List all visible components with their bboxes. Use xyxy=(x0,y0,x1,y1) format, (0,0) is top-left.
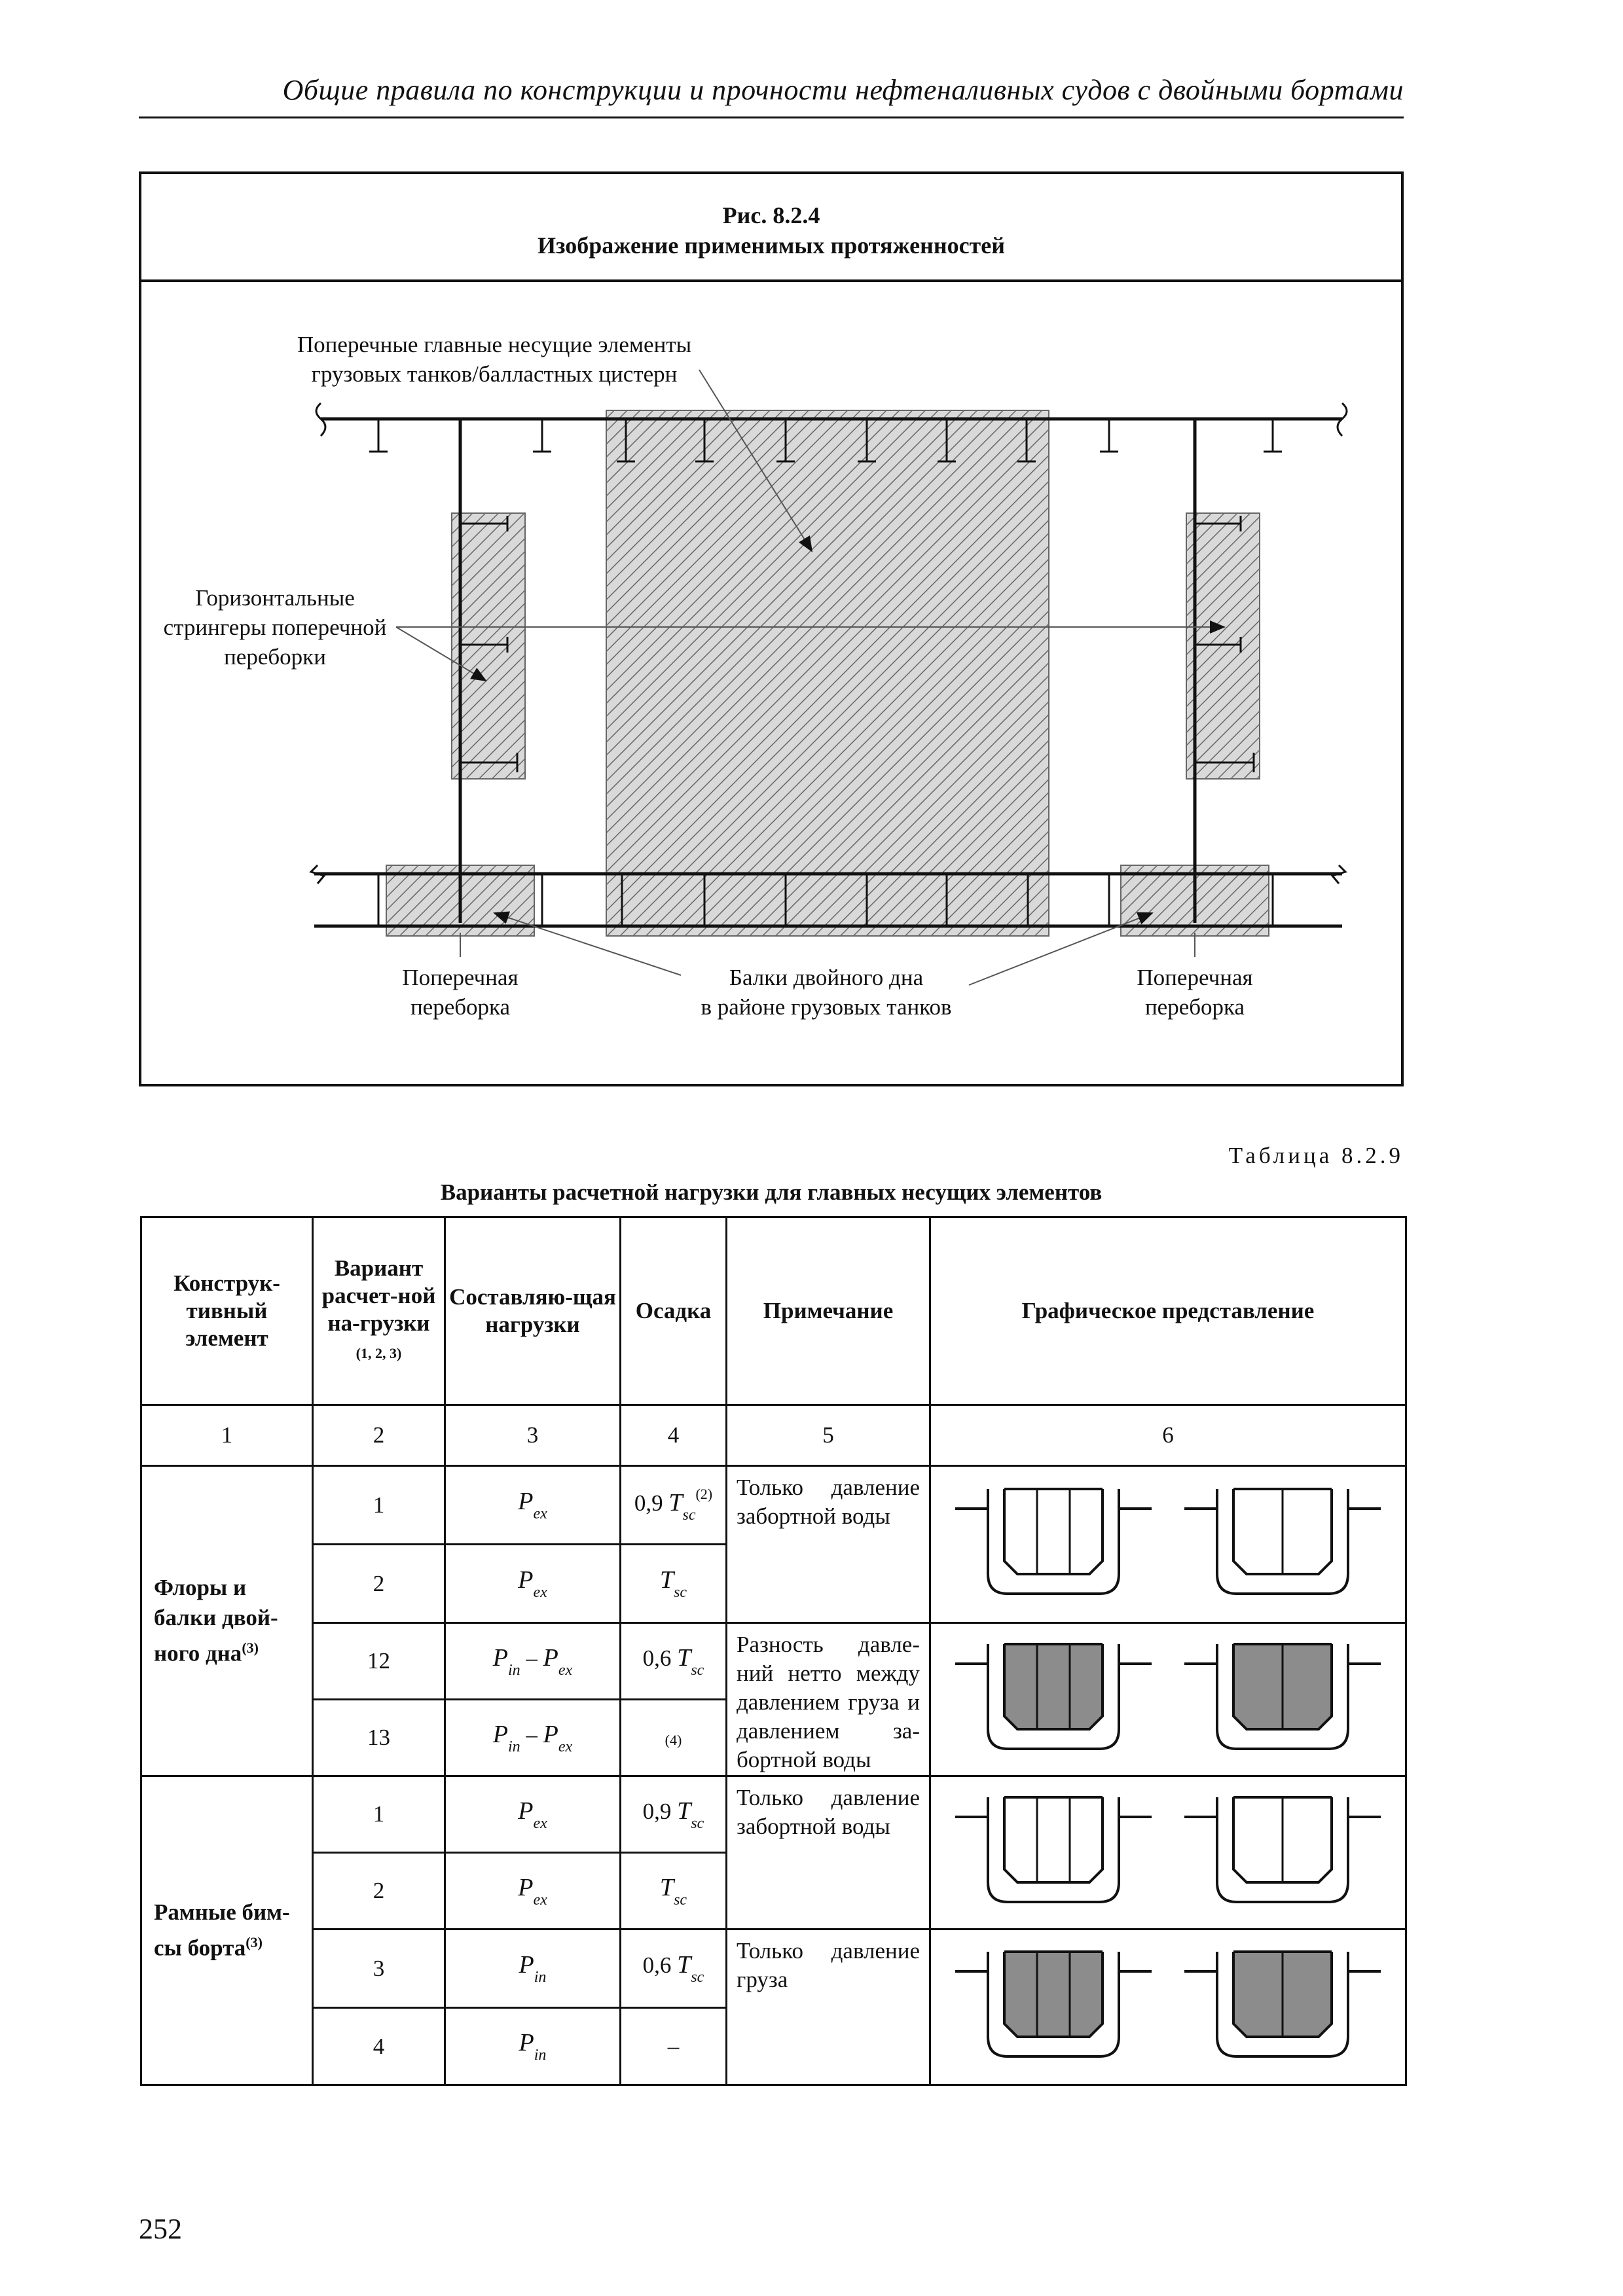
label-stringers-3: переборки xyxy=(224,644,326,670)
graphic-section-pair xyxy=(939,1624,1397,1768)
header-graphic: Графическое представление xyxy=(930,1217,1406,1405)
graphic-section-pair xyxy=(939,1469,1397,1613)
load-component: $P_{in} - P_{ex}$ xyxy=(445,1700,621,1776)
element-floors: Флоры и балки двой-ного дна$^{(3)}$ xyxy=(141,1466,313,1776)
figure-number: Рис. 8.2.4 xyxy=(722,202,820,228)
table-row xyxy=(141,1466,1406,1545)
case-number: 2 xyxy=(313,1853,445,1929)
table-row xyxy=(141,1776,1406,1853)
load-cases-table xyxy=(140,1216,1407,2086)
label-bulkhead-right-2: переборка xyxy=(1144,994,1245,1020)
col-number: 5 xyxy=(727,1405,930,1466)
load-component: $P_{in} - P_{ex}$ xyxy=(445,1623,621,1700)
hull-section-icon xyxy=(955,1644,1152,1749)
draft: 0,9 $T_{sc}$ xyxy=(621,1776,727,1853)
hatch-left-stringers xyxy=(452,513,525,779)
draft: 0,6 $T_{sc}$ xyxy=(621,1623,727,1700)
figure-title: Изображение применимых протяженностей xyxy=(538,232,1005,259)
header-case: Вариант расчет-ной на-грузки (1, 2, 3) xyxy=(313,1217,445,1405)
col-number: 2 xyxy=(313,1405,445,1466)
note-cargo-pressure: Только давление груза xyxy=(727,1929,930,2085)
case-number: 3 xyxy=(313,1929,445,2008)
graphic-filled-sections xyxy=(930,1623,1406,1776)
table-label: Таблица 8.2.9 xyxy=(1228,1143,1404,1168)
hull-section-icon xyxy=(955,1797,1152,1902)
header-element: Конструк-тивный элемент xyxy=(141,1217,313,1405)
case-number: 1 xyxy=(313,1776,445,1853)
graphic-section-pair xyxy=(939,1932,1397,2076)
case-number: 2 xyxy=(313,1545,445,1623)
hull-section-icon xyxy=(1184,1797,1381,1902)
element-web-frames: Рамные бим-сы борта$^{(3)}$ xyxy=(141,1776,313,2085)
hatch-central xyxy=(606,410,1049,936)
draft: – xyxy=(621,2008,727,2085)
load-component: $P_{ex}$ xyxy=(445,1466,621,1545)
header-load: Составляю-щая нагрузки xyxy=(445,1217,621,1405)
page-number: 252 xyxy=(139,2213,182,2245)
label-bulkhead-left-1: Поперечная xyxy=(402,965,519,990)
table-title: Варианты расчетной нагрузки для главных несущих элементов xyxy=(440,1179,1103,1205)
draft: $T_{sc}$ xyxy=(621,1545,727,1623)
label-bulkhead-left-2: переборка xyxy=(410,994,511,1020)
figure-drawing xyxy=(139,171,1404,1086)
case-number: 13 xyxy=(313,1700,445,1776)
graphic-filled-sections xyxy=(930,1929,1406,2085)
load-component: $P_{ex}$ xyxy=(445,1853,621,1929)
table-header-row xyxy=(141,1217,1406,1405)
draft: 0,6 $T_{sc}$ xyxy=(621,1929,727,2008)
note-sea-pressure: Только давление забортной воды xyxy=(727,1466,930,1623)
load-component: $P_{in}$ xyxy=(445,1929,621,2008)
header-draft: Осадка xyxy=(621,1217,727,1405)
column-numbers-row xyxy=(141,1405,1406,1466)
col-number: 6 xyxy=(930,1405,1406,1466)
hatch-right-stringers xyxy=(1186,513,1260,779)
load-component: $P_{in}$ xyxy=(445,2008,621,2085)
running-header: Общие правила по конструкции и прочности нефтеналивных судов с двойными бортами xyxy=(282,74,1404,106)
draft: $T_{sc}$ xyxy=(621,1853,727,1929)
label-stringers-1: Горизонтальные xyxy=(195,585,355,611)
case-number: 4 xyxy=(313,2008,445,2085)
draft: (4) xyxy=(621,1700,727,1776)
graphic-section-pair xyxy=(939,1778,1397,1922)
graphic-empty-sections xyxy=(930,1776,1406,1929)
graphic-empty-sections xyxy=(930,1466,1406,1623)
draft: 0,9 $T_{sc}^{(2)}$ xyxy=(621,1466,727,1545)
case-number: 12 xyxy=(313,1623,445,1700)
label-transverse-main-1: Поперечные главные несущие элементы xyxy=(297,332,692,357)
note-net-pressure: Разность давле-ний нетто между давлением груза и давлением за-бортной воды xyxy=(727,1623,930,1776)
label-stringers-2: стрингеры поперечной xyxy=(163,615,387,640)
label-transverse-main-2: грузовых танков/балластных цистерн xyxy=(311,361,678,387)
header-rule xyxy=(139,117,1404,118)
hull-section-icon xyxy=(1184,1952,1381,2056)
label-db-girders-1: Балки двойного дна xyxy=(729,965,924,990)
table-row xyxy=(141,1929,1406,2008)
hull-section-icon xyxy=(955,1489,1152,1594)
hull-section-icon xyxy=(955,1952,1152,2056)
label-bulkhead-right-1: Поперечная xyxy=(1137,965,1253,990)
table-row xyxy=(141,1623,1406,1700)
load-component: $P_{ex}$ xyxy=(445,1776,621,1853)
case-number: 1 xyxy=(313,1466,445,1545)
hull-section-icon xyxy=(1184,1644,1381,1749)
col-number: 4 xyxy=(621,1405,727,1466)
note-sea-pressure: Только давление забортной воды xyxy=(727,1776,930,1929)
label-db-girders-2: в районе грузовых танков xyxy=(701,994,952,1020)
col-number: 3 xyxy=(445,1405,621,1466)
hull-section-icon xyxy=(1184,1489,1381,1594)
load-component: $P_{ex}$ xyxy=(445,1545,621,1623)
header-note: Примечание xyxy=(727,1217,930,1405)
col-number: 1 xyxy=(141,1405,313,1466)
